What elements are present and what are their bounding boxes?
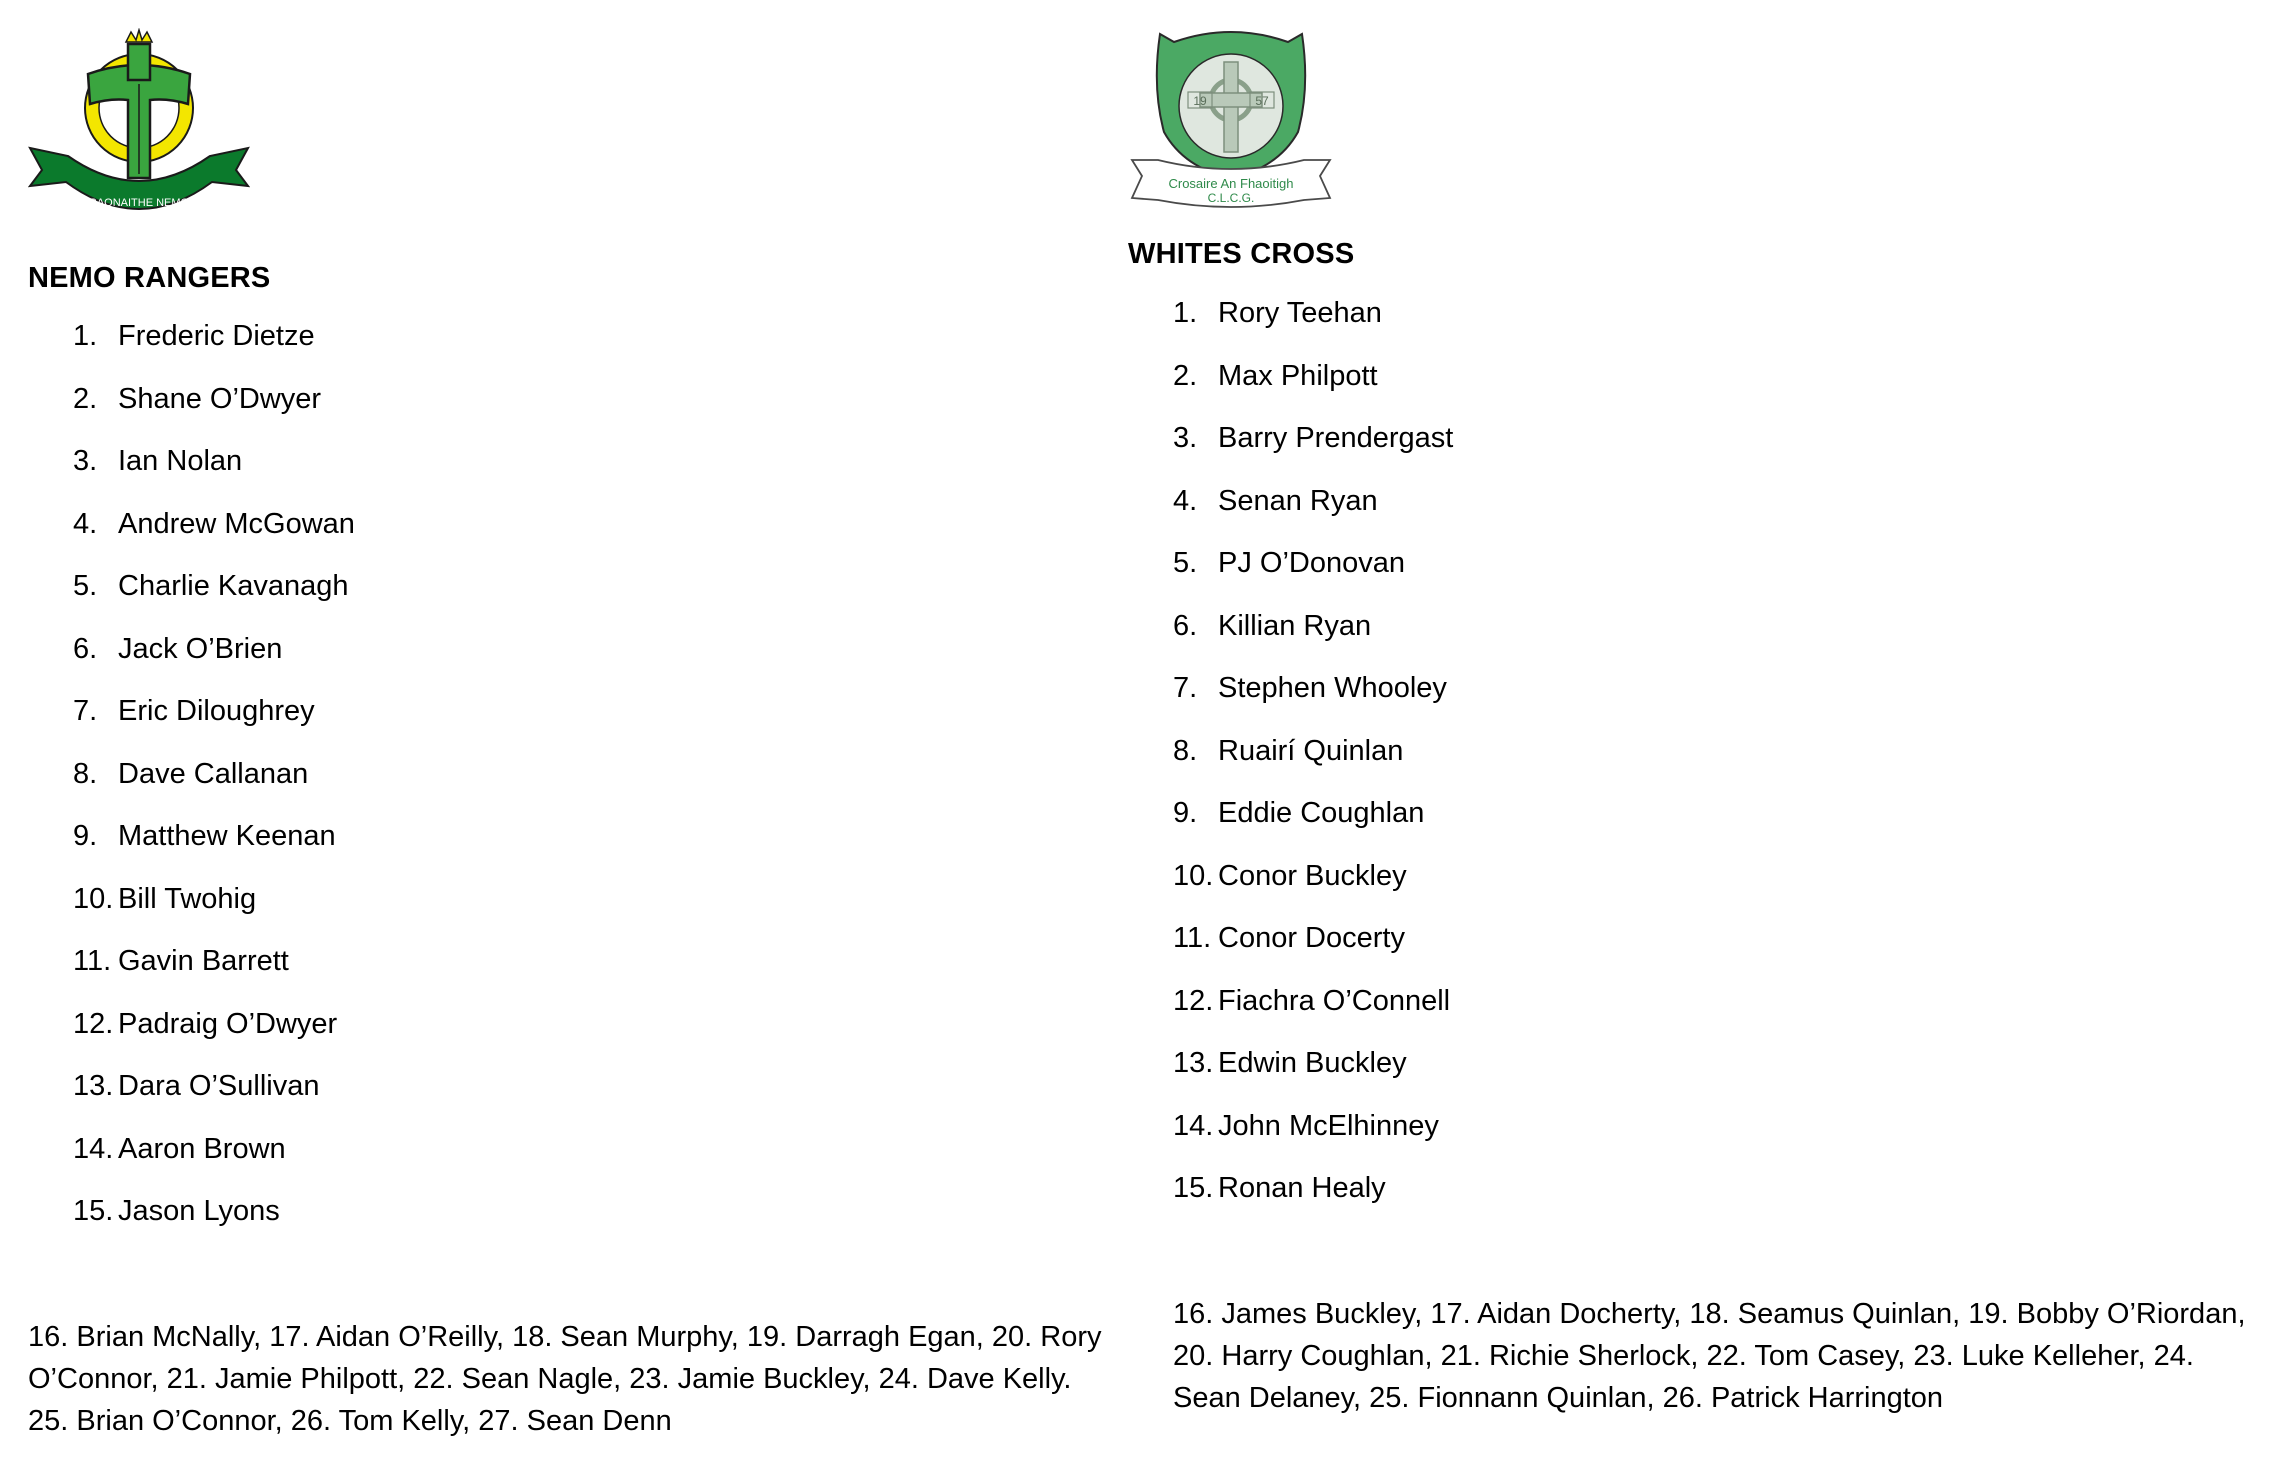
- player-name: Ian Nolan: [118, 445, 243, 477]
- crest-subtext: C.L.C.G.: [1207, 191, 1255, 205]
- player-number: 6.: [1173, 609, 1198, 642]
- player-name: Conor Docerty: [1218, 922, 1405, 954]
- player-name: Padraig O’Dwyer: [118, 1007, 338, 1040]
- starting-lineup: [73, 318, 355, 1256]
- substitutes: 16. Brian McNally, 17. Aidan O’Reilly, 18. Sean Murphy, 19. Darragh Egan, 20. Rory O’Connor, 21. Jamie Philpott, 22. Sean Nagle, 23. Jamie Buckley, 24. Dave Kelly. 25. Brian O’Connor, 26. Tom Kelly, 27. Sean Denn: [28, 1321, 1102, 1437]
- list-item: [1173, 858, 1453, 921]
- list-item: [1173, 295, 1453, 358]
- player-name: Matthew Keenan: [118, 820, 336, 852]
- list-item: [1173, 670, 1453, 733]
- player-number: 3.: [1173, 422, 1198, 454]
- player-name: PJ O’Donovan: [1218, 547, 1405, 579]
- player-number: 13.: [73, 1070, 114, 1102]
- player-name: Rory Teehan: [1218, 297, 1382, 329]
- list-item: [73, 943, 355, 1006]
- list-item: [73, 631, 355, 694]
- player-number: 5.: [1173, 547, 1198, 579]
- list-item: [73, 693, 355, 756]
- crest-text: Crosaire An Fhaoitigh: [1168, 176, 1294, 191]
- substitutes: 16. James Buckley, 17. Aidan Docherty, 18. Seamus Quinlan, 19. Bobby O’Riordan, 20. Harry Coughlan, 21. Richie Sherlock, 22. Tom Casey, 23. Luke Kelleher, 24. Sean Delaney, 25. Fionnann Quinlan, 26. Patrick Harrington: [1173, 1298, 2246, 1414]
- player-name: Dave Callanan: [118, 757, 309, 790]
- list-item: [73, 1131, 355, 1194]
- player-name: Barry Prendergast: [1218, 422, 1454, 454]
- player-number: 5.: [73, 570, 98, 602]
- player-name: Aaron Brown: [118, 1132, 286, 1165]
- list-item: [73, 443, 355, 506]
- list-item: [73, 756, 355, 819]
- player-name: Charlie Kavanagh: [118, 570, 349, 602]
- player-number: 8.: [1173, 734, 1198, 767]
- player-name: Senan Ryan: [1218, 484, 1378, 517]
- player-number: 15.: [1173, 1172, 1214, 1204]
- player-number: 7.: [73, 695, 98, 727]
- player-name: Bill Twohig: [118, 882, 257, 915]
- list-item: [1173, 795, 1453, 858]
- player-number: 11.: [1173, 922, 1212, 954]
- player-name: Shane O’Dwyer: [118, 382, 322, 415]
- player-number: 11.: [73, 945, 112, 977]
- whites-cross-crest: [1128, 28, 1334, 212]
- player-number: 13.: [1173, 1047, 1214, 1079]
- player-name: Frederic Dietze: [118, 320, 315, 352]
- player-name: Conor Buckley: [1218, 859, 1407, 892]
- player-number: 3.: [73, 445, 98, 477]
- player-number: 12.: [1173, 984, 1214, 1017]
- list-item: [1173, 483, 1453, 546]
- list-item: [1173, 545, 1453, 608]
- player-number: 1.: [1173, 297, 1198, 329]
- player-name: Max Philpott: [1218, 359, 1378, 392]
- list-item: [1173, 920, 1453, 983]
- player-number: 10.: [1173, 859, 1214, 892]
- nemo-rangers-crest: [28, 28, 250, 224]
- crest-year-right: 57: [1255, 94, 1269, 108]
- list-item: [1173, 420, 1453, 483]
- player-number: 4.: [73, 507, 98, 540]
- team-name: WHITES CROSS: [1128, 238, 1355, 270]
- list-item: [73, 1006, 355, 1069]
- player-name: Stephen Whooley: [1218, 672, 1447, 704]
- player-name: John McElhinney: [1218, 1109, 1439, 1142]
- list-item: [73, 818, 355, 881]
- player-number: 8.: [73, 757, 98, 790]
- player-name: Fiachra O’Connell: [1218, 984, 1451, 1017]
- player-name: Jack O’Brien: [118, 632, 283, 665]
- player-number: 9.: [1173, 797, 1198, 829]
- list-item: [1173, 983, 1453, 1046]
- list-item: [1173, 358, 1453, 421]
- list-item: [1173, 1170, 1453, 1233]
- list-item: [1173, 733, 1453, 796]
- player-number: 12.: [73, 1007, 114, 1040]
- player-number: 4.: [1173, 484, 1198, 517]
- nemo-crest-text: RAONAITHE NEMO: [88, 197, 190, 209]
- team-name: NEMO RANGERS: [28, 262, 271, 294]
- player-number: 2.: [73, 382, 98, 415]
- list-item: [73, 568, 355, 631]
- list-item: [73, 1193, 355, 1256]
- player-number: 7.: [1173, 672, 1198, 704]
- starting-lineup: [1173, 295, 1453, 1233]
- player-number: 2.: [1173, 359, 1198, 392]
- crest-year-left: 19: [1193, 94, 1207, 108]
- player-name: Jason Lyons: [118, 1195, 280, 1227]
- list-item: [73, 881, 355, 944]
- list-item: [73, 381, 355, 444]
- list-item: [1173, 1108, 1453, 1171]
- list-item: [73, 318, 355, 381]
- player-number: 6.: [73, 632, 98, 665]
- player-name: Andrew McGowan: [118, 507, 355, 540]
- player-name: Eric Diloughrey: [118, 695, 315, 727]
- list-item: [73, 1068, 355, 1131]
- player-name: Eddie Coughlan: [1218, 797, 1425, 829]
- player-number: 10.: [73, 882, 114, 915]
- list-item: [73, 506, 355, 569]
- player-name: Ruairí Quinlan: [1218, 734, 1404, 767]
- player-number: 9.: [73, 820, 98, 852]
- player-number: 14.: [73, 1132, 114, 1165]
- player-name: Killian Ryan: [1218, 609, 1372, 642]
- player-number: 14.: [1173, 1109, 1214, 1142]
- player-number: 1.: [73, 320, 98, 352]
- player-name: Dara O’Sullivan: [118, 1070, 320, 1102]
- list-item: [1173, 1045, 1453, 1108]
- player-name: Gavin Barrett: [118, 945, 289, 977]
- player-number: 15.: [73, 1195, 114, 1227]
- player-name: Edwin Buckley: [1218, 1047, 1407, 1079]
- list-item: [1173, 608, 1453, 671]
- player-name: Ronan Healy: [1218, 1172, 1386, 1204]
